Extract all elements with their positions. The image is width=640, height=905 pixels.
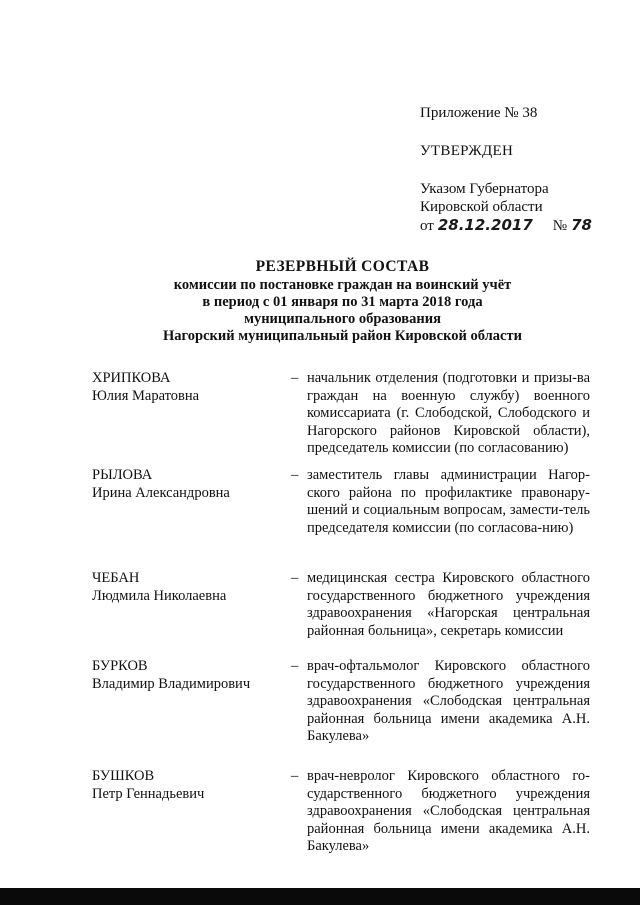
decree-line-2: Кировской области (420, 199, 543, 215)
decree-reference (420, 180, 620, 235)
number-sign: № (552, 218, 568, 234)
member-surname: РЫЛОВА (92, 467, 153, 483)
decree-date-line (420, 216, 620, 235)
title-line-2: в период с 01 января по 31 марта 2018 года (202, 294, 483, 310)
decree-line-1: Указом Губернатора (420, 181, 549, 197)
member-dash: – (291, 467, 299, 483)
member-dash: – (291, 768, 299, 784)
member-surname: БУРКОВ (92, 658, 148, 674)
member-role: начальник отделения (подготовки и призы-ва граждан на военную службу) военного комиссариата (г. Слободской, Слободского и Нагорского районов Кировской области), председатель комиссии (по согласованию) (307, 370, 590, 456)
title-main: РЕЗЕРВНЫЙ СОСТАВ (255, 258, 430, 275)
handwritten-date: 28.12.2017 (437, 216, 533, 234)
member-name (92, 768, 282, 803)
member-name (92, 658, 282, 693)
member-given-names: Владимир Владимирович (92, 675, 251, 692)
member-role: врач-офтальмолог Кировского областного государственного бюджетного учреждения здравоохранения «Слободская центральная районная больница имени академика А.Н. Бакулева» (307, 658, 590, 744)
scan-edge-bar (0, 888, 640, 905)
member-surname: ЧЕБАН (92, 570, 140, 586)
member-role: заместитель главы администрации Нагор-ского района по профилактике правонару-шений и социальным вопросам, замести-тель председателя комиссии (по согласова-нию) (307, 467, 590, 536)
member-surname: БУШКОВ (92, 768, 155, 784)
approved-stamp-text: УТВЕРЖДЕН (420, 143, 514, 159)
appendix-number: Приложение № 38 (420, 105, 538, 121)
title-line-1: комиссии по постановке граждан на воинский учёт (173, 277, 512, 293)
document-title (90, 258, 595, 345)
title-line-4: Нагорский муниципальный район Кировской области (163, 328, 522, 344)
member-name (92, 570, 282, 605)
member-dash: – (291, 658, 299, 674)
title-line-3: муниципального образования (244, 311, 441, 327)
member-given-names: Петр Геннадьевич (92, 785, 205, 802)
member-name (92, 467, 282, 502)
handwritten-number: 78 (571, 216, 592, 234)
member-given-names: Людмила Николаевна (92, 587, 227, 604)
member-dash: – (291, 370, 299, 386)
member-given-names: Юлия Маратовна (92, 387, 200, 404)
member-dash: – (291, 570, 299, 586)
member-role: врач-невролог Кировского областного го-сударственного бюджетного учреждения здравоохранения «Слободская центральная районная больница имени академика А.Н. Бакулева» (307, 768, 590, 854)
approval-block (420, 104, 620, 235)
date-prefix: от (420, 218, 434, 234)
member-surname: ХРИПКОВА (92, 370, 171, 386)
member-given-names: Ирина Александровна (92, 484, 230, 501)
member-role: медицинская сестра Кировского областного государственного бюджетного учреждения здравоохранения «Нагорская центральная районная больница», секретарь комиссии (307, 570, 590, 639)
member-name (92, 370, 282, 405)
